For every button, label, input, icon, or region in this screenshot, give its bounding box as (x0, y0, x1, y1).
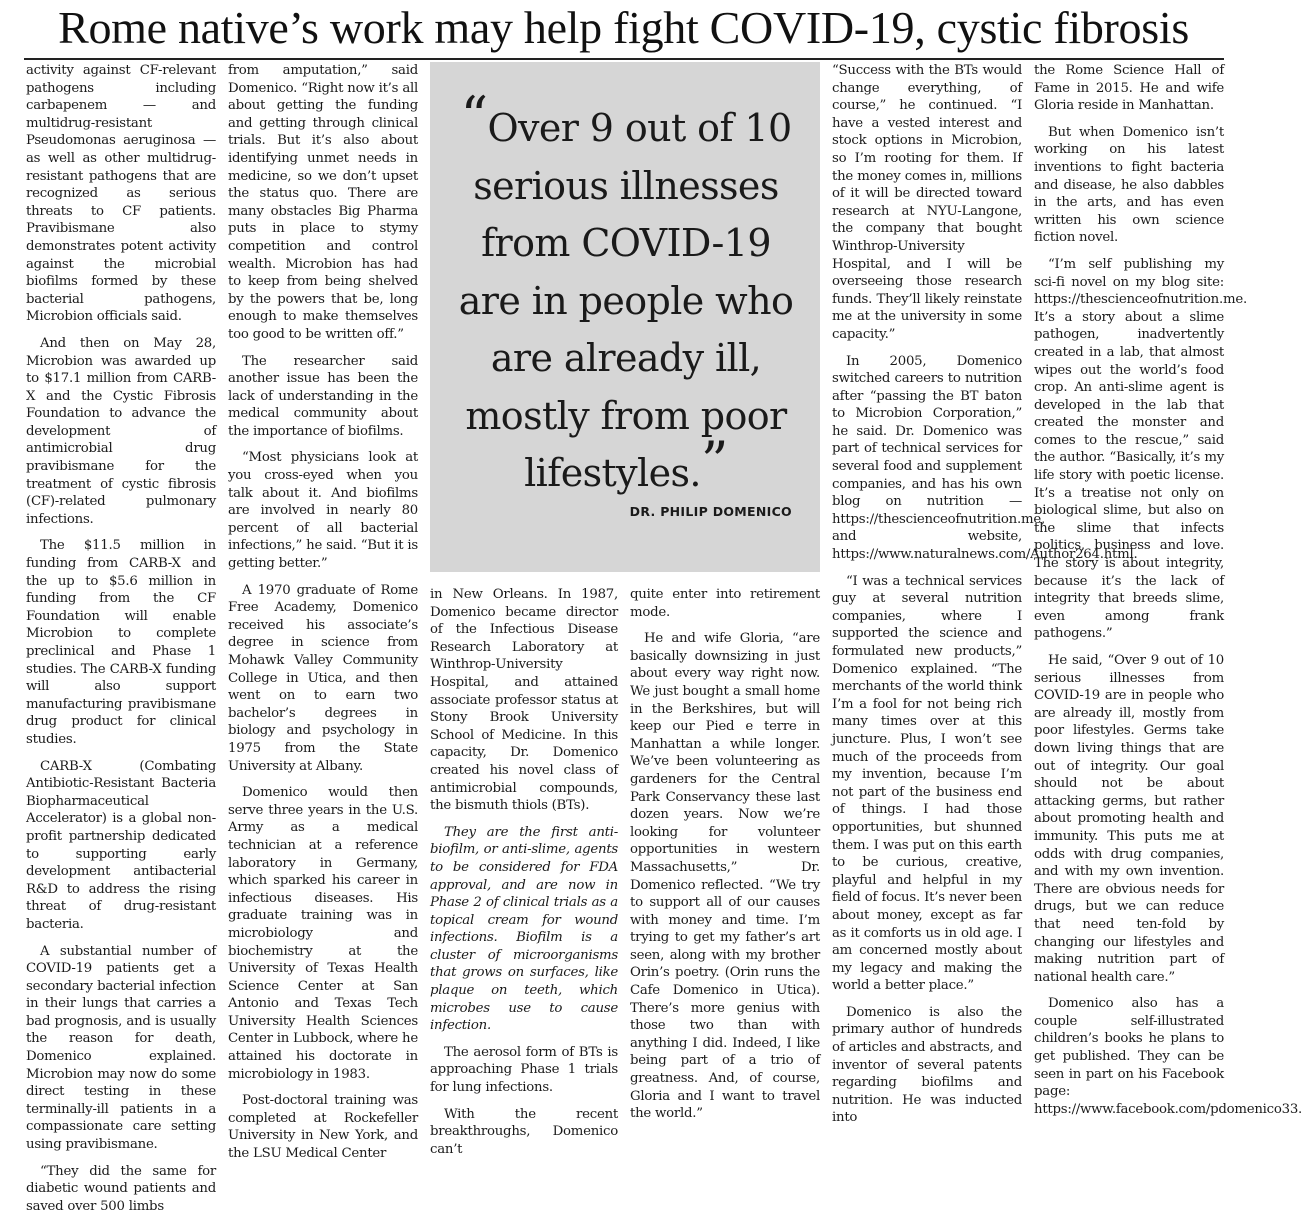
paragraph: With the recent breakthroughs, Domenico can’t (430, 1106, 618, 1157)
paragraph: But when Domenico isn’t working on his latest inventions to fight bacteria and disease, he also dabbles in the arts, and has even written his own science fiction novel. (1034, 124, 1224, 246)
paragraph: And then on May 28, Microbion was awarded up to $17.1 million from CARB-X and the Cystic Fibrosis Foundation to advance the development of antimicrobial drug pravibismane for the treatment of cystic fibrosis (CF)-related pulmonary infections. (26, 335, 216, 527)
paragraph: “Most physicians look at you cross-eyed when you talk about it. And biofilms are involved in nearly 80 percent of all bacterial infections,” he said. “But it is getting better.” (228, 450, 418, 572)
paragraph: in New Orleans. In 1987, Domenico became director of the Infectious Disease Research Laboratory at Winthrop-University Hospital, and attained associate professor status at Stony Brook University School of Medicine. In this capacity, Dr. Domenico created his novel class of antimicrobial compounds, the bismuth thiols (BTs). (430, 587, 618, 814)
paragraph: Domenico also has a couple self-illustrated children’s books he plans to get published. They can be seen in part on his Facebook page: https://www.facebook.com/pdomenico33. (1034, 996, 1302, 1117)
paragraph: He and wife Gloria, “are basically downsizing in just about every way right now. We just bought a small home in the Berkshires, but will keep our Pied e terre in Manhattan a while longer. We’ve been volunteering as gardeners for the Central Park Conservancy these last dozen years. Now we’re looking for volunteer opportunities in western Massachusetts,” Dr. Domenico reflected. “We try to support all of our causes with money and time. I’m trying to get my father’s art seen, along with my brother Orin’s poetry. (Orin runs the Cafe Domenico in Utica). There’s more genius with those two than with anything I did. Indeed, I like being part of a trio of greatness. And, of course, Gloria and I want to travel the world.” (630, 631, 820, 1122)
headline-rule (24, 58, 1224, 60)
close-quote-mark: ” (700, 430, 728, 493)
italic-text: They are the first anti-biofilm, or anti-slime, agents to be considered for FDA approval, and are now in Phase 2 of clinical trials as a topical cream for wound infections. Biofilm is a cluster of microorganisms that grows on surfaces, like plaque on teeth, which microbes use to cause infection. (430, 824, 618, 1034)
paragraph: He said, “Over 9 out of 10 serious illnesses from COVID-19 are in people who are already ill, mostly from poor lifestyles. Germs take down living things that are out of integrity. Our goal should not be about attacking germs, but rather about promoting health and immunity. This puts me at odds with drug companies, and with my own invention. There are obvious needs for drugs, but we can reduce that need ten-fold by changing our lifestyles and making nutrition part of national health care.” (1034, 653, 1224, 985)
paragraph: activity against CF-relevant pathogens including carbapenem — and multidrug-resistant Pseudomonas aeruginosa — as well as other multidrug-resistant pathogens that are recognized as serious threats to CF patients. Pravibismane also demonstrates potent activity against the microbial biofilms formed by these bacterial pathogens, Microbion officials said. (26, 63, 216, 325)
pull-quote-body: Over 9 out of 10 serious illnesses from COVID-19 are in people who are already ill, mostly from poor lifestyles. (458, 106, 794, 495)
article-column-1 (26, 62, 216, 1214)
article-column-2 (228, 62, 418, 1162)
article-headline: Rome native’s work may help fight COVID-19, cystic fibrosis (58, 2, 1189, 53)
paragraph: from amputation,” said Domenico. “Right now it’s all about getting the funding and getting through clinical trials. But it’s also about identifying unmet needs in medicine, so we don’t upset the status quo. There are many obstacles Big Pharma puts in place to stymy competition and control wealth. Microbion has had to keep from being shelved by the powers that be, long enough to make themselves too good to be written off.” (228, 63, 418, 342)
paragraph: A 1970 graduate of Rome Free Academy, Domenico received his associate’s degree in science from Mohawk Valley Community College in Utica, and then went on to earn two bachelor’s degrees in biology and psychology in 1975 from the State University at Albany. (228, 582, 418, 774)
paragraph: The aerosol form of BTs is approaching Phase 1 trials for lung infections. (430, 1044, 618, 1096)
paragraph: The researcher said another issue has been the lack of understanding in the medical community about the importance of biofilms. (228, 353, 418, 439)
paragraph: the Rome Science Hall of Fame in 2015. He and wife Gloria reside in Manhattan. (1034, 63, 1224, 114)
paragraph: “They did the same for diabetic wound patients and saved over 500 limbs (26, 1163, 216, 1214)
paragraph: “I was a technical services guy at several nutrition companies, where I supported the science and formulated new products,” Domenico explained. “The merchants of the world think I’m a fool for not being rich many times over at this juncture. Plus, I won’t see much of the proceeds from my invention, because I’m not part of the business end of things. I had those opportunities, but shunned them. I was put on this earth to be curious, creative, playful and helpful in my field of focus. It’s never been about money, except as far as it comforts us in old age. I am concerned mostly about my legacy and making the world a better place.” (832, 573, 1022, 994)
paragraph: A substantial number of COVID-19 patients get a secondary bacterial infection in their lungs that carries a bad prognosis, and is usually the reason for death, Domenico explained. Microbion may now do some direct testing in these terminally-ill patients in a compassionate care setting using pravibismane. (26, 943, 216, 1153)
paragraph: The $11.5 million in funding from CARB-X and the up to $5.6 million in funding from the CF Foundation will enable Microbion to complete preclinical and Phase 1 studies. The CARB-X funding will also support manufacturing pravibismane drug product for clinical studies. (26, 538, 216, 747)
pull-quote-text (448, 85, 804, 503)
paragraph: Domenico would then serve three years in the U.S. Army as a medical technician at a reference laboratory in Germany, which sparked his career in infectious diseases. His graduate training was in microbiology and biochemistry at the University of Texas Health Science Center at San Antonio and Texas Tech University Health Sciences Center in Lubbock, where he attained his doctorate in microbiology in 1983. (228, 785, 418, 1082)
paragraph: Post-doctoral training was completed at Rockefeller University in New York, and the LSU Medical Center (228, 1093, 418, 1162)
article-column-4 (630, 586, 820, 1122)
paragraph: CARB-X (Combating Antibiotic-Resistant Bacteria Biopharmaceutical Accelerator) is a global non-profit partnership dedicated to supporting early development antibacterial R&D to address the rising threat of drug-resistant bacteria. (26, 758, 216, 932)
paragraph: “I’m self publishing my sci-fi novel on my blog site: https://thescienceofnutrition.me. It’s a story about a slime pathogen, inadvertently created in a lab, that almost wipes out the world’s food crop. An anti-slime agent is developed in the lab that created the monster and comes to the rescue,” said the author. “Basically, it’s my life story with poetic license. It’s a treatise not only on biological slime, but also on the slime that infects politics, business and love. The story is about integrity, because it’s the lack of integrity that breeds slime, even among frank pathogens.” (1034, 256, 1247, 642)
paragraph: In 2005, Domenico switched careers to nutrition after “passing the BT baton to Microbion Corporation,” he said. Dr. Domenico was part of technical services for several food and supplement companies, and has his own blog on nutrition — https://thescienceofnutrition.me, and website, https://www.naturalnews.com/Author264.html. (832, 353, 1138, 563)
pull-quote-box (430, 62, 820, 572)
pull-quote-attribution: DR. PHILIP DOMENICO (629, 504, 792, 519)
paragraph: quite enter into retirement mode. (630, 587, 820, 620)
article-column-6 (1034, 62, 1302, 1117)
paragraph: “Success with the BTs would change everything, of course,” he continued. “I have a vested interest and stock options in Microbion, so I’m rooting for them. If the money comes in, millions of it will be directed toward research at NYU-Langone, the company that bought Winthrop-University Hospital, and I will be overseeing those research funds. They’ll likely reinstate me at the university in some capacity.” (832, 63, 1022, 342)
open-quote-mark: “ (460, 85, 488, 148)
paragraph: Domenico is also the primary author of hundreds of articles and abstracts, and inventor of several patents regarding biofilms and nutrition. He was inducted into (832, 1004, 1022, 1126)
article-column-3 (430, 586, 618, 1157)
paragraph-italic (430, 824, 618, 1035)
